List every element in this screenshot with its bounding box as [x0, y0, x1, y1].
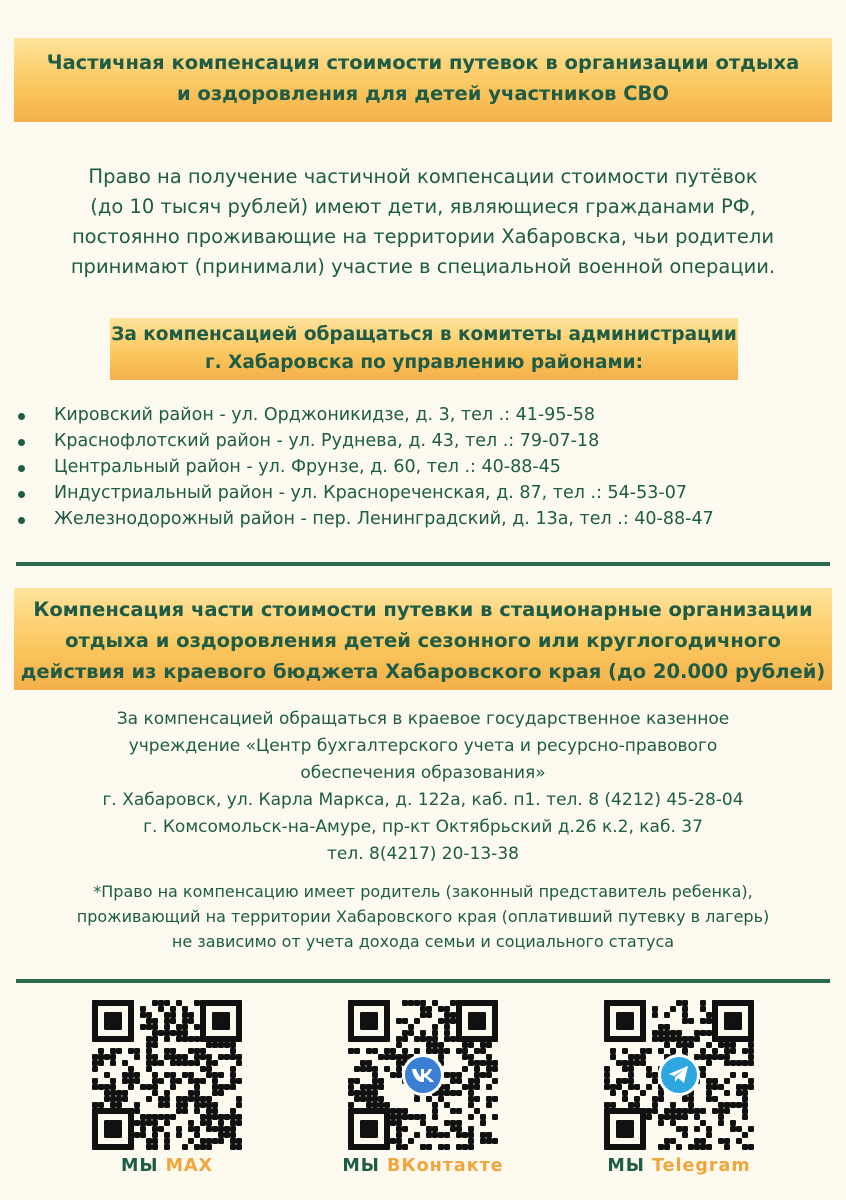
paragraph-line: постоянно проживающие на территории Хабаровска, чьи родители: [71, 225, 775, 248]
district-item: [18, 480, 838, 506]
qr-caption: [579, 1156, 779, 1176]
bullet-icon: [18, 413, 25, 420]
banner-title-line: Частичная компенсация стоимости путевок в организации отдыха: [46, 51, 800, 74]
qr-caption-network: Telegram: [652, 1156, 751, 1176]
district-item: [18, 402, 838, 428]
banner-apply-districts: [110, 318, 738, 380]
qr-vkontakte[interactable]: [323, 1000, 523, 1176]
qr-code[interactable]: [348, 1000, 498, 1150]
qr-telegram[interactable]: [579, 1000, 779, 1176]
section-divider: [16, 562, 830, 566]
qr-caption-network: ВКонтакте: [387, 1156, 504, 1176]
district-text: Индустриальный район - ул. Краснореченская, д. 87, тел .: 54-53-07: [54, 483, 687, 503]
contact-line: За компенсацией обращаться в краевое государственное казенное: [116, 709, 730, 729]
contact-line: учреждение «Центр бухгалтерского учета и ресурсно-правового: [128, 736, 718, 756]
banner-title-line: Компенсация части стоимости путевки в стационарные организации: [33, 598, 813, 621]
vk-logo-icon: [402, 1054, 444, 1096]
contact-line: обеспечения образования»: [300, 763, 546, 783]
bullet-icon: [18, 465, 25, 472]
qr-caption-prefix: МЫ: [120, 1156, 159, 1176]
qr-code-image: [92, 1000, 242, 1150]
qr-caption: [67, 1156, 267, 1176]
bullet-icon: [18, 439, 25, 446]
district-text: Железнодорожный район - пер. Ленинградский, д. 13а, тел .: 40-88-47: [54, 509, 714, 529]
qr-max[interactable]: [67, 1000, 267, 1176]
contact-line: г. Хабаровск, ул. Карла Маркса, д. 122а, каб. п1. тел. 8 (4212) 45-28-04: [102, 790, 744, 810]
qr-code[interactable]: [604, 1000, 754, 1150]
district-text: Краснофлотский район - ул. Руднева, д. 43, тел .: 79-07-18: [54, 431, 600, 451]
qr-caption-prefix: МЫ: [342, 1156, 380, 1176]
banner-title-line: За компенсацией обращаться в комитеты администрации: [111, 324, 737, 345]
bullet-icon: [18, 491, 25, 498]
footnote-line: проживающий на территории Хабаровского края (оплативший путевку в лагерь): [76, 907, 770, 926]
district-item: [18, 454, 838, 480]
contact-line: тел. 8(4217) 20-13-38: [327, 844, 519, 864]
paragraph-line: принимают (принимали) участие в специальной военной операции.: [70, 255, 776, 278]
district-item: [18, 506, 838, 532]
banner-partial-compensation: [14, 38, 832, 122]
qr-code[interactable]: [92, 1000, 242, 1150]
eligibility-paragraph: [0, 162, 846, 282]
banner-title-line: отдыха и оздоровления детей сезонного или круглогодичного: [65, 629, 781, 652]
telegram-logo-icon: [658, 1054, 700, 1096]
district-list: [18, 402, 838, 532]
district-text: Центральный район - ул. Фрунзе, д. 60, тел .: 40-88-45: [54, 457, 561, 477]
contact-line: г. Комсомольск-на-Амуре, пр-кт Октябрьский д.26 к.2, каб. 37: [143, 817, 703, 837]
bullet-icon: [18, 517, 25, 524]
district-item: [18, 428, 838, 454]
banner-title-line: и оздоровления для детей участников СВО: [176, 82, 670, 105]
paragraph-line: Право на получение частичной компенсации стоимости путёвок: [88, 165, 758, 188]
qr-caption-network: MAX: [165, 1156, 214, 1176]
banner-title-line: г. Хабаровска по управлению районами:: [204, 352, 643, 373]
contact-paragraph: [0, 706, 846, 868]
banner-regional-compensation: [14, 588, 832, 690]
qr-caption: [323, 1156, 523, 1176]
banner-title-line: действия из краевого бюджета Хабаровского края (до 20.000 рублей): [20, 660, 826, 683]
footnote-line: не зависимо от учета дохода семьи и социального статуса: [171, 932, 675, 951]
footnote-line: *Право на компенсацию имеет родитель (законный представитель ребенка),: [93, 882, 753, 901]
qr-caption-prefix: МЫ: [607, 1156, 645, 1176]
section-divider: [16, 979, 830, 983]
paragraph-line: (до 10 тысяч рублей) имеют дети, являющиеся гражданами РФ,: [90, 195, 756, 218]
district-text: Кировский район - ул. Орджоникидзе, д. 3, тел .: 41-95-58: [54, 405, 596, 425]
footnote: [0, 879, 846, 954]
